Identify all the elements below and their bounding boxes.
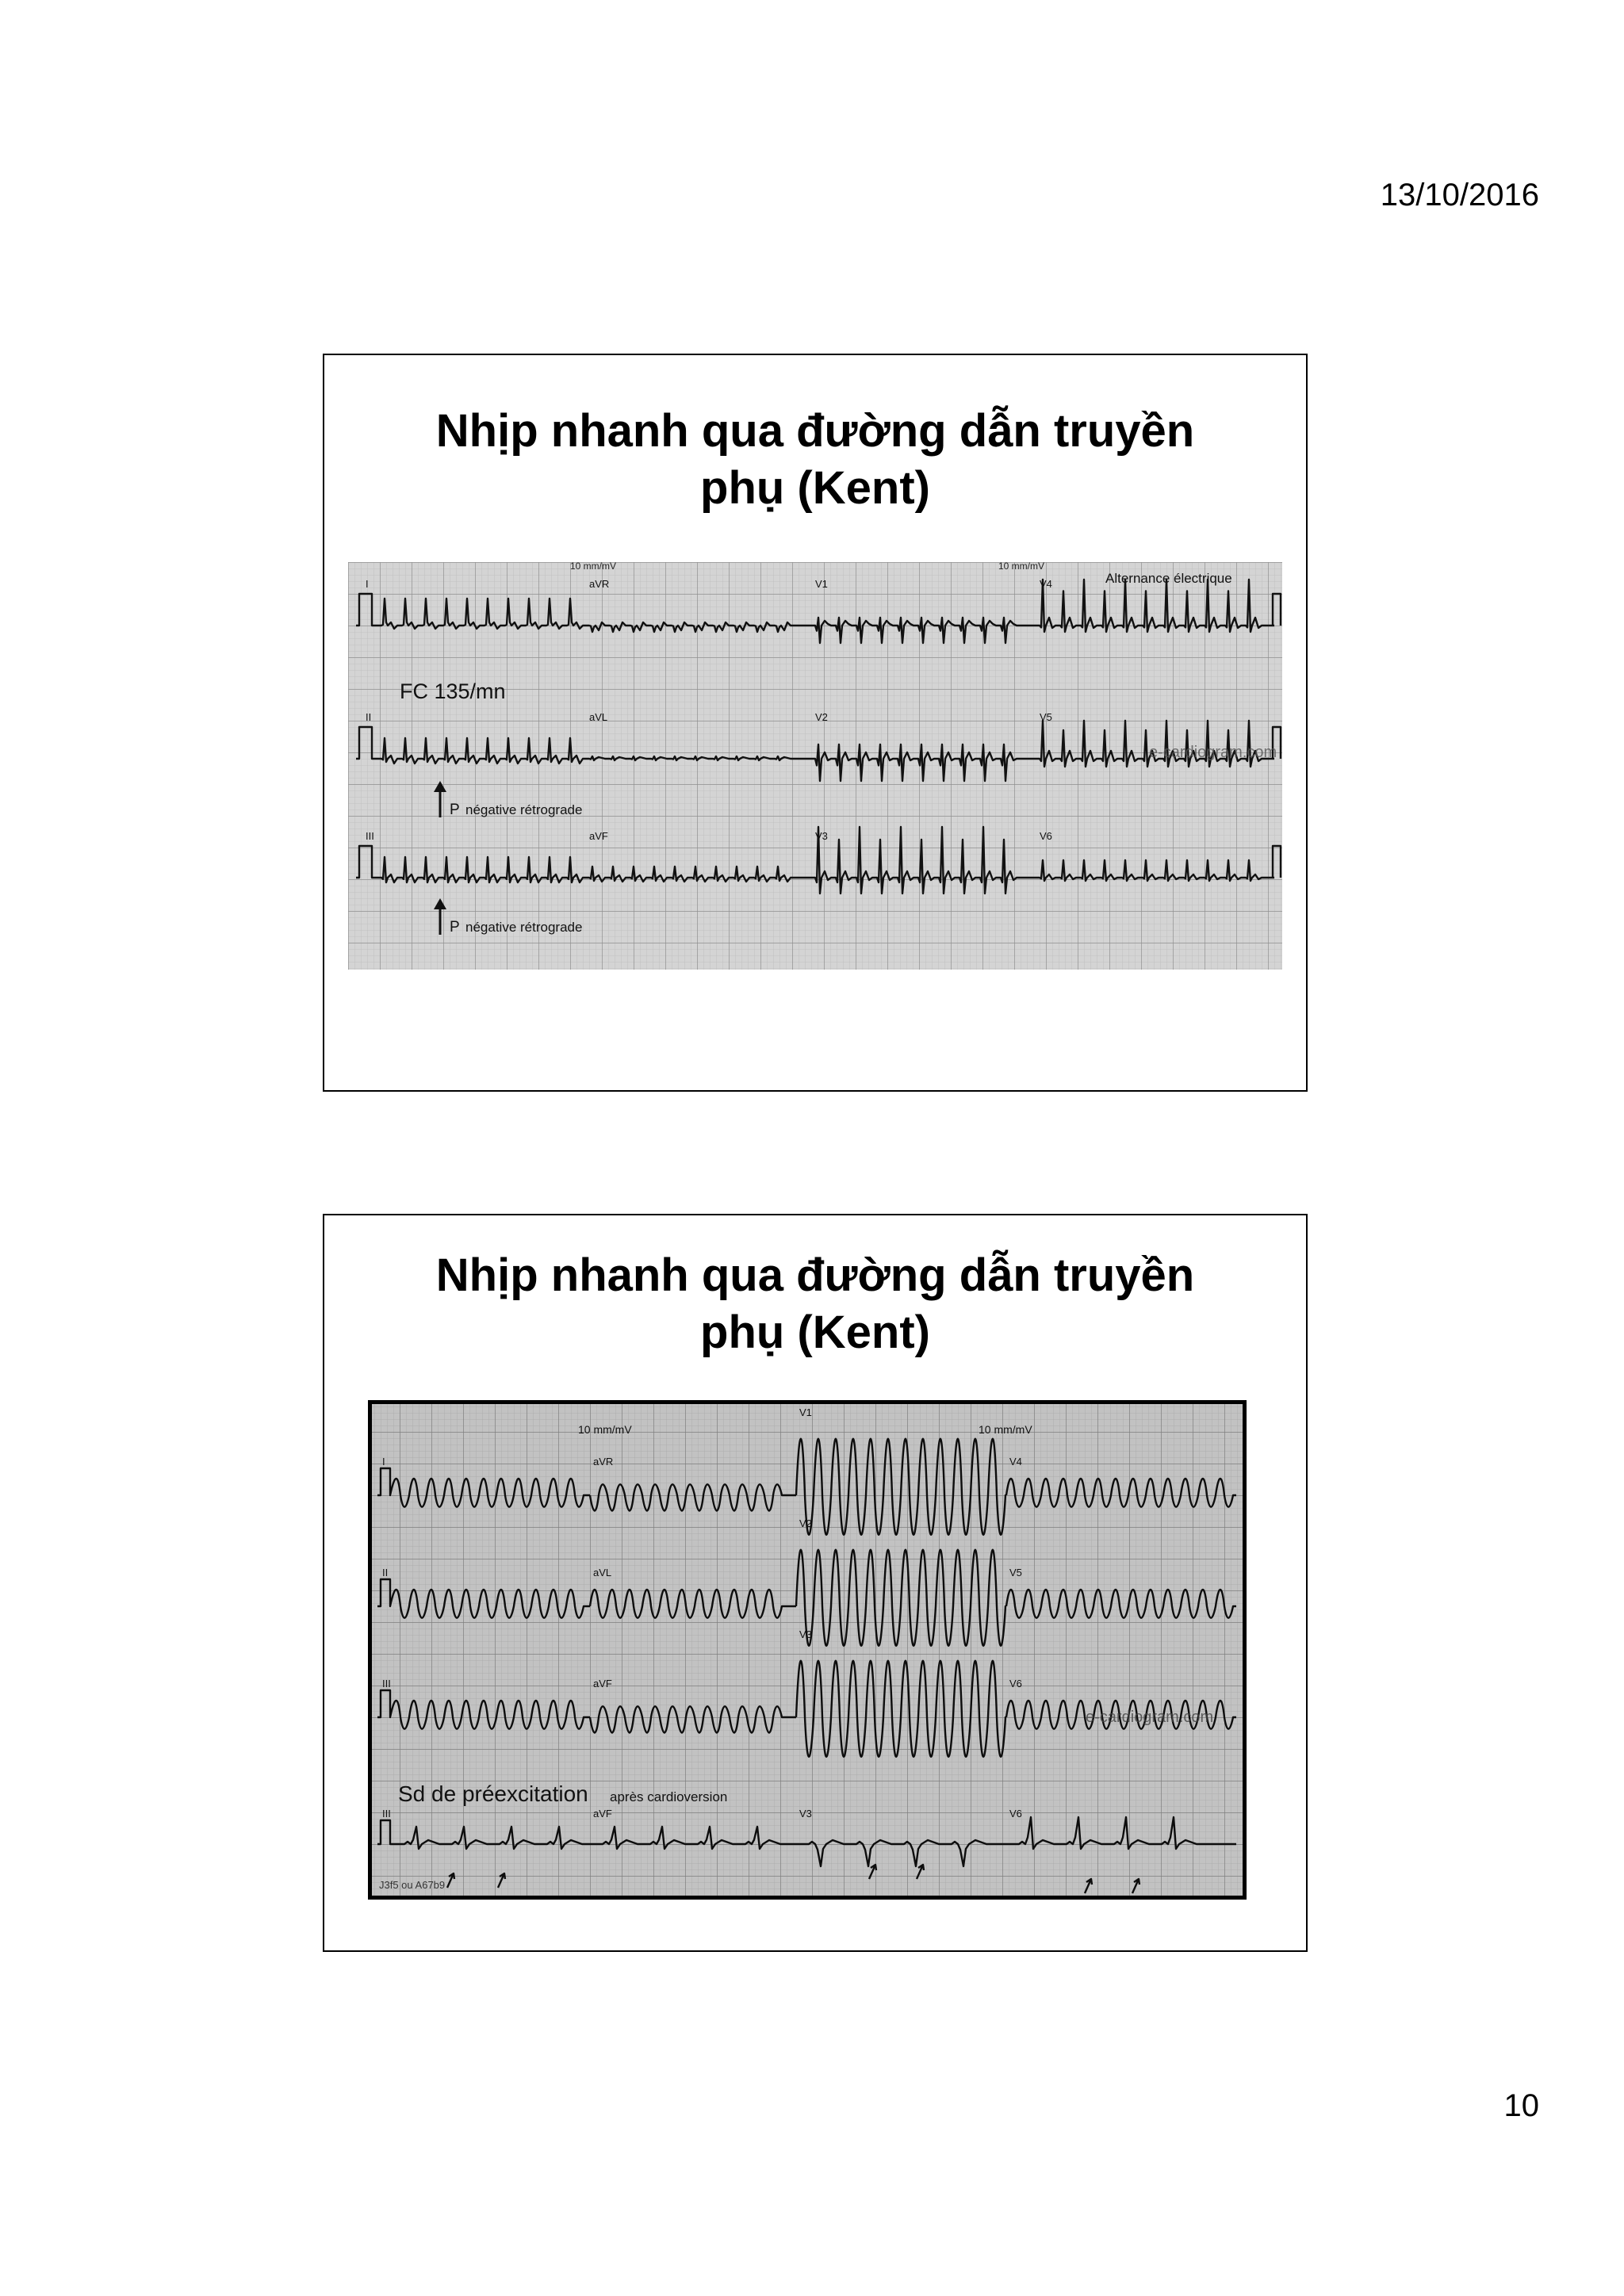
ecg2-lead-label-ii: II	[382, 1567, 389, 1578]
ecg2-lead-label-i: I	[382, 1456, 385, 1468]
ecg2-bottom-lead-label-v6: V6	[1009, 1808, 1022, 1820]
ecg1-p-note-ii: négative rétrograde	[465, 802, 583, 817]
ecg2-code: J3f5 ou A67b9	[379, 1879, 446, 1891]
slide-2-title-line2: phụ (Kent)	[700, 1307, 930, 1358]
ecg1-lead-label-v1: V1	[815, 578, 828, 590]
ecg2-lead-label-v5: V5	[1009, 1567, 1022, 1578]
ecg1-lead-label-v5: V5	[1040, 711, 1052, 723]
ecg2-bottom-lead-label-avf: aVF	[593, 1808, 612, 1820]
ecg2-lead-label-avl: aVL	[593, 1567, 612, 1578]
page-number: 10	[1503, 2088, 1539, 2123]
ecg1-speed-label-a: 10 mm/mV	[570, 562, 617, 572]
ecg2-watermark: e-cardiogram.com	[1086, 1709, 1214, 1726]
ecg2-lead-label-v1: V1	[799, 1406, 812, 1418]
slide-1-title-line2: phụ (Kent)	[700, 462, 930, 514]
ecg1-watermark: e-cardiogram.com	[1149, 744, 1277, 761]
ecg2-lead-label-avf: aVF	[593, 1678, 612, 1689]
ecg-tracing-2	[368, 1400, 1247, 1900]
ecg1-lead-label-v3: V3	[815, 830, 828, 842]
ecg1-alternans-note: Alternance électrique	[1105, 571, 1232, 586]
ecg2-lead-label-v2: V2	[799, 1517, 812, 1529]
ecg2-lead-label-v4: V4	[1009, 1456, 1022, 1468]
ecg1-lead-label-iii: III	[366, 830, 374, 842]
ecg1-rate-note: FC 135/mn	[400, 679, 506, 703]
slide-2-title	[324, 1247, 1306, 1361]
ecg1-lead-label-avr: aVR	[589, 578, 610, 590]
ecg1-p-label-ii: P	[450, 802, 460, 818]
ecg2-speed-label-a: 10 mm/mV	[578, 1423, 632, 1436]
ecg-tracing-1	[348, 562, 1282, 970]
ecg2-lead-label-avr: aVR	[593, 1456, 614, 1468]
ecg1-lead-label-v6: V6	[1040, 830, 1052, 842]
ecg1-p-label-iii: P	[450, 919, 460, 936]
ecg2-preexcitation-note: Sd de préexcitation	[398, 1781, 588, 1806]
ecg1-p-note-iii: négative rétrograde	[465, 920, 583, 935]
ecg2-after-note: après cardioversion	[610, 1789, 728, 1804]
slide-1-title	[324, 403, 1306, 517]
ecg2-bottom-lead-label-v3: V3	[799, 1808, 812, 1820]
ecg2-lead-label-v6: V6	[1009, 1678, 1022, 1689]
slide-1-title-line1: Nhịp nhanh qua đường dẫn truyền	[435, 405, 1195, 457]
ecg1-lead-label-avf: aVF	[589, 830, 608, 842]
ecg2-lead-label-iii: III	[382, 1678, 391, 1689]
page-date: 13/10/2016	[1380, 178, 1539, 212]
ecg1-lead-label-v4: V4	[1040, 578, 1052, 590]
ecg2-lead-label-v3: V3	[799, 1628, 812, 1640]
ecg1-lead-label-v2: V2	[815, 711, 828, 723]
slide-2	[323, 1214, 1308, 1952]
ecg1-lead-label-ii: II	[366, 711, 372, 723]
ecg1-lead-label-avl: aVL	[589, 711, 608, 723]
ecg1-speed-label-b: 10 mm/mV	[998, 562, 1045, 572]
ecg1-lead-label-i: I	[366, 578, 369, 590]
ecg2-bottom-lead-label-iii: III	[382, 1808, 391, 1820]
slide-1	[323, 354, 1308, 1092]
ecg2-speed-label-b: 10 mm/mV	[979, 1423, 1032, 1436]
slide-2-title-line1: Nhịp nhanh qua đường dẫn truyền	[435, 1249, 1195, 1301]
